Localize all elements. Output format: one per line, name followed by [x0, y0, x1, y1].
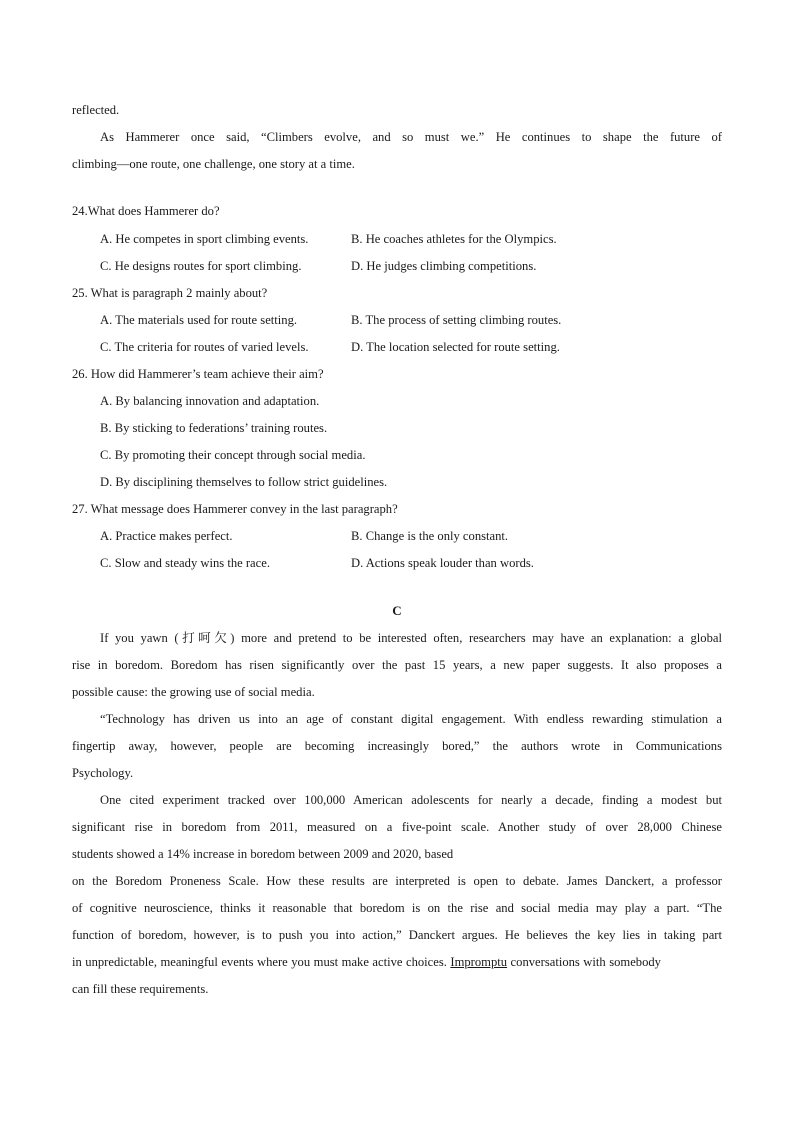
answer-option: A. Practice makes perfect.: [100, 529, 233, 543]
answer-option: B. By sticking to federations’ training routes.: [100, 421, 328, 435]
question-stem: 27. What message does Hammerer convey in the last paragraph?: [72, 502, 398, 516]
paragraph-line: function of boredom, however, is to push you into action,” Danckert argues. He believes the key lies in taking part: [72, 928, 722, 942]
paragraph-line: of cognitive neuroscience, thinks it reasonable that boredom is on the rise and social media may play a part. “The: [72, 901, 722, 915]
paragraph-line: If you yawn (打呵欠) more and pretend to be interested often, researchers may have an explanation: a global: [100, 631, 722, 645]
answer-option: D. Actions speak louder than words.: [351, 556, 534, 570]
paragraph-line: fingertip away, however, people are becoming increasingly bored,” the authors wrote in Communications: [72, 739, 722, 753]
answer-option: B. Change is the only constant.: [351, 529, 509, 543]
section-heading: C: [392, 603, 402, 618]
paragraph-line: can fill these requirements.: [72, 982, 209, 996]
paragraph-line: on the Boredom Proneness Scale. How these results are interpreted is open to debate. James Danckert, a professor: [72, 874, 722, 888]
paragraph-line: [72, 954, 722, 970]
answer-option: C. Slow and steady wins the race.: [100, 556, 270, 570]
paragraph-line: One cited experiment tracked over 100,000 American adolescents for nearly a decade, finding a modest but: [100, 793, 722, 807]
answer-option: D. He judges climbing competitions.: [351, 259, 537, 273]
answer-option: D. The location selected for route setting.: [351, 340, 560, 354]
paragraph-line: possible cause: the growing use of social media.: [72, 685, 315, 699]
paragraph-line: rise in boredom. Boredom has risen significantly over the past 15 years, a new paper suggests. It also proposes a: [72, 658, 722, 672]
paragraph-line: students showed a 14% increase in boredom between 2009 and 2020, based: [72, 847, 454, 861]
passage-b-text-line: As Hammerer once said, “Climbers evolve, and so must we.” He continues to shape the future of: [100, 130, 722, 144]
passage-b-text-line: climbing—one route, one challenge, one story at a time.: [72, 157, 355, 171]
answer-option: C. The criteria for routes of varied levels.: [100, 340, 309, 354]
paragraph-line: Psychology.: [72, 766, 134, 780]
answer-option: B. He coaches athletes for the Olympics.: [351, 232, 557, 246]
answer-option: A. He competes in sport climbing events.: [100, 232, 309, 246]
paragraph-text: in unpredictable, meaningful events where you must make active choices.: [72, 955, 451, 969]
answer-option: C. He designs routes for sport climbing.: [100, 259, 302, 273]
passage-b-text-line: reflected.: [72, 103, 120, 117]
answer-option: C. By promoting their concept through social media.: [100, 448, 366, 462]
question-stem: 26. How did Hammerer’s team achieve their aim?: [72, 367, 324, 381]
paragraph-text: conversations with somebody: [507, 955, 661, 969]
paragraph-line: significant rise in boredom from 2011, measured on a five-point scale. Another study of over 28,000 Chinese: [72, 820, 722, 834]
paragraph-line: “Technology has driven us into an age of constant digital engagement. With endless rewarding stimulation a: [100, 712, 722, 726]
question-stem: 25. What is paragraph 2 mainly about?: [72, 286, 268, 300]
underlined-word: Impromptu: [450, 955, 508, 969]
answer-option: D. By disciplining themselves to follow strict guidelines.: [100, 475, 388, 489]
question-stem: 24.What does Hammerer do?: [72, 204, 220, 218]
answer-option: A. By balancing innovation and adaptation.: [100, 394, 320, 408]
answer-option: A. The materials used for route setting.: [100, 313, 298, 327]
answer-option: B. The process of setting climbing routes.: [351, 313, 562, 327]
